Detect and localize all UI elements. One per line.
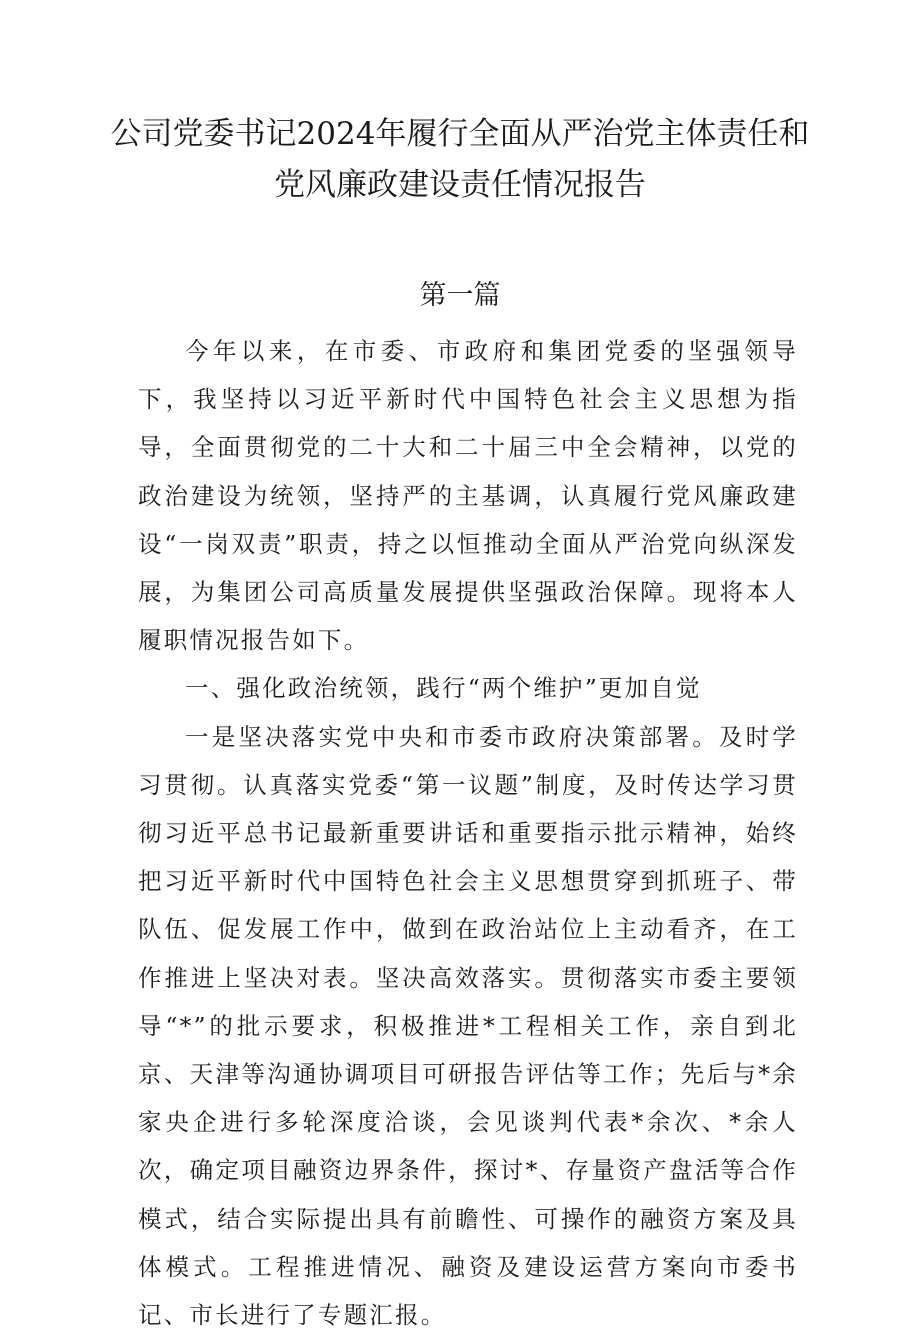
paragraph-intro: 今年以来，在市委、市政府和集团党委的坚强领导下，我坚持以习近平新时代中国特色社会主义思想为指导，全面贯彻党的二十大和二十届三中全会精神，以党的政治建设为统领，坚持严的主基调，认真履行党风廉政建设“一岗双责”职责，持之以恒推动全面从严治党向纵深发展，为集团公司高质量发展提供坚强政治保障。现将本人履职情况报告如下。 (138, 337, 798, 655)
document-title-line-1: 公司党委书记2024年履行全面从严治党主体责任和 (110, 116, 810, 152)
paragraph-heading-one: 一、强化政治统领，践行“两个维护”更加自觉 (185, 674, 702, 703)
document-body (138, 327, 798, 1339)
section-heading: 第一篇 (419, 280, 501, 311)
document-title-line-2: 党风廉政建设责任情况报告 (274, 167, 646, 203)
paragraph-point-one: 一是坚决落实党中央和市委市政府决策部署。及时学习贯彻。认真落实党委“第一议题”制度，及时传达学习贯彻习近平总书记最新重要讲话和重要指示批示精神，始终把习近平新时代中国特色社会主义思想贯穿到抓班子、带队伍、促发展工作中，做到在政治站位上主动看齐，在工作推进上坚决对表。坚决高效落实。贯彻落实市委主要领导“*”的批示要求，积极推进*工程相关工作，亲自到北京、天津等沟通协调项目可研报告评估等工作；先后与*余家央企进行多轮深度洽谈，会见谈判代表*余次、*余人次，确定项目融资边界条件，探讨*、存量资产盘活等合作模式，结合实际提出具有前瞻性、可操作的融资方案及具体模式。工程推进情况、融资及建设运营方案向市委书记、市长进行了专题汇报。 (138, 722, 798, 1330)
